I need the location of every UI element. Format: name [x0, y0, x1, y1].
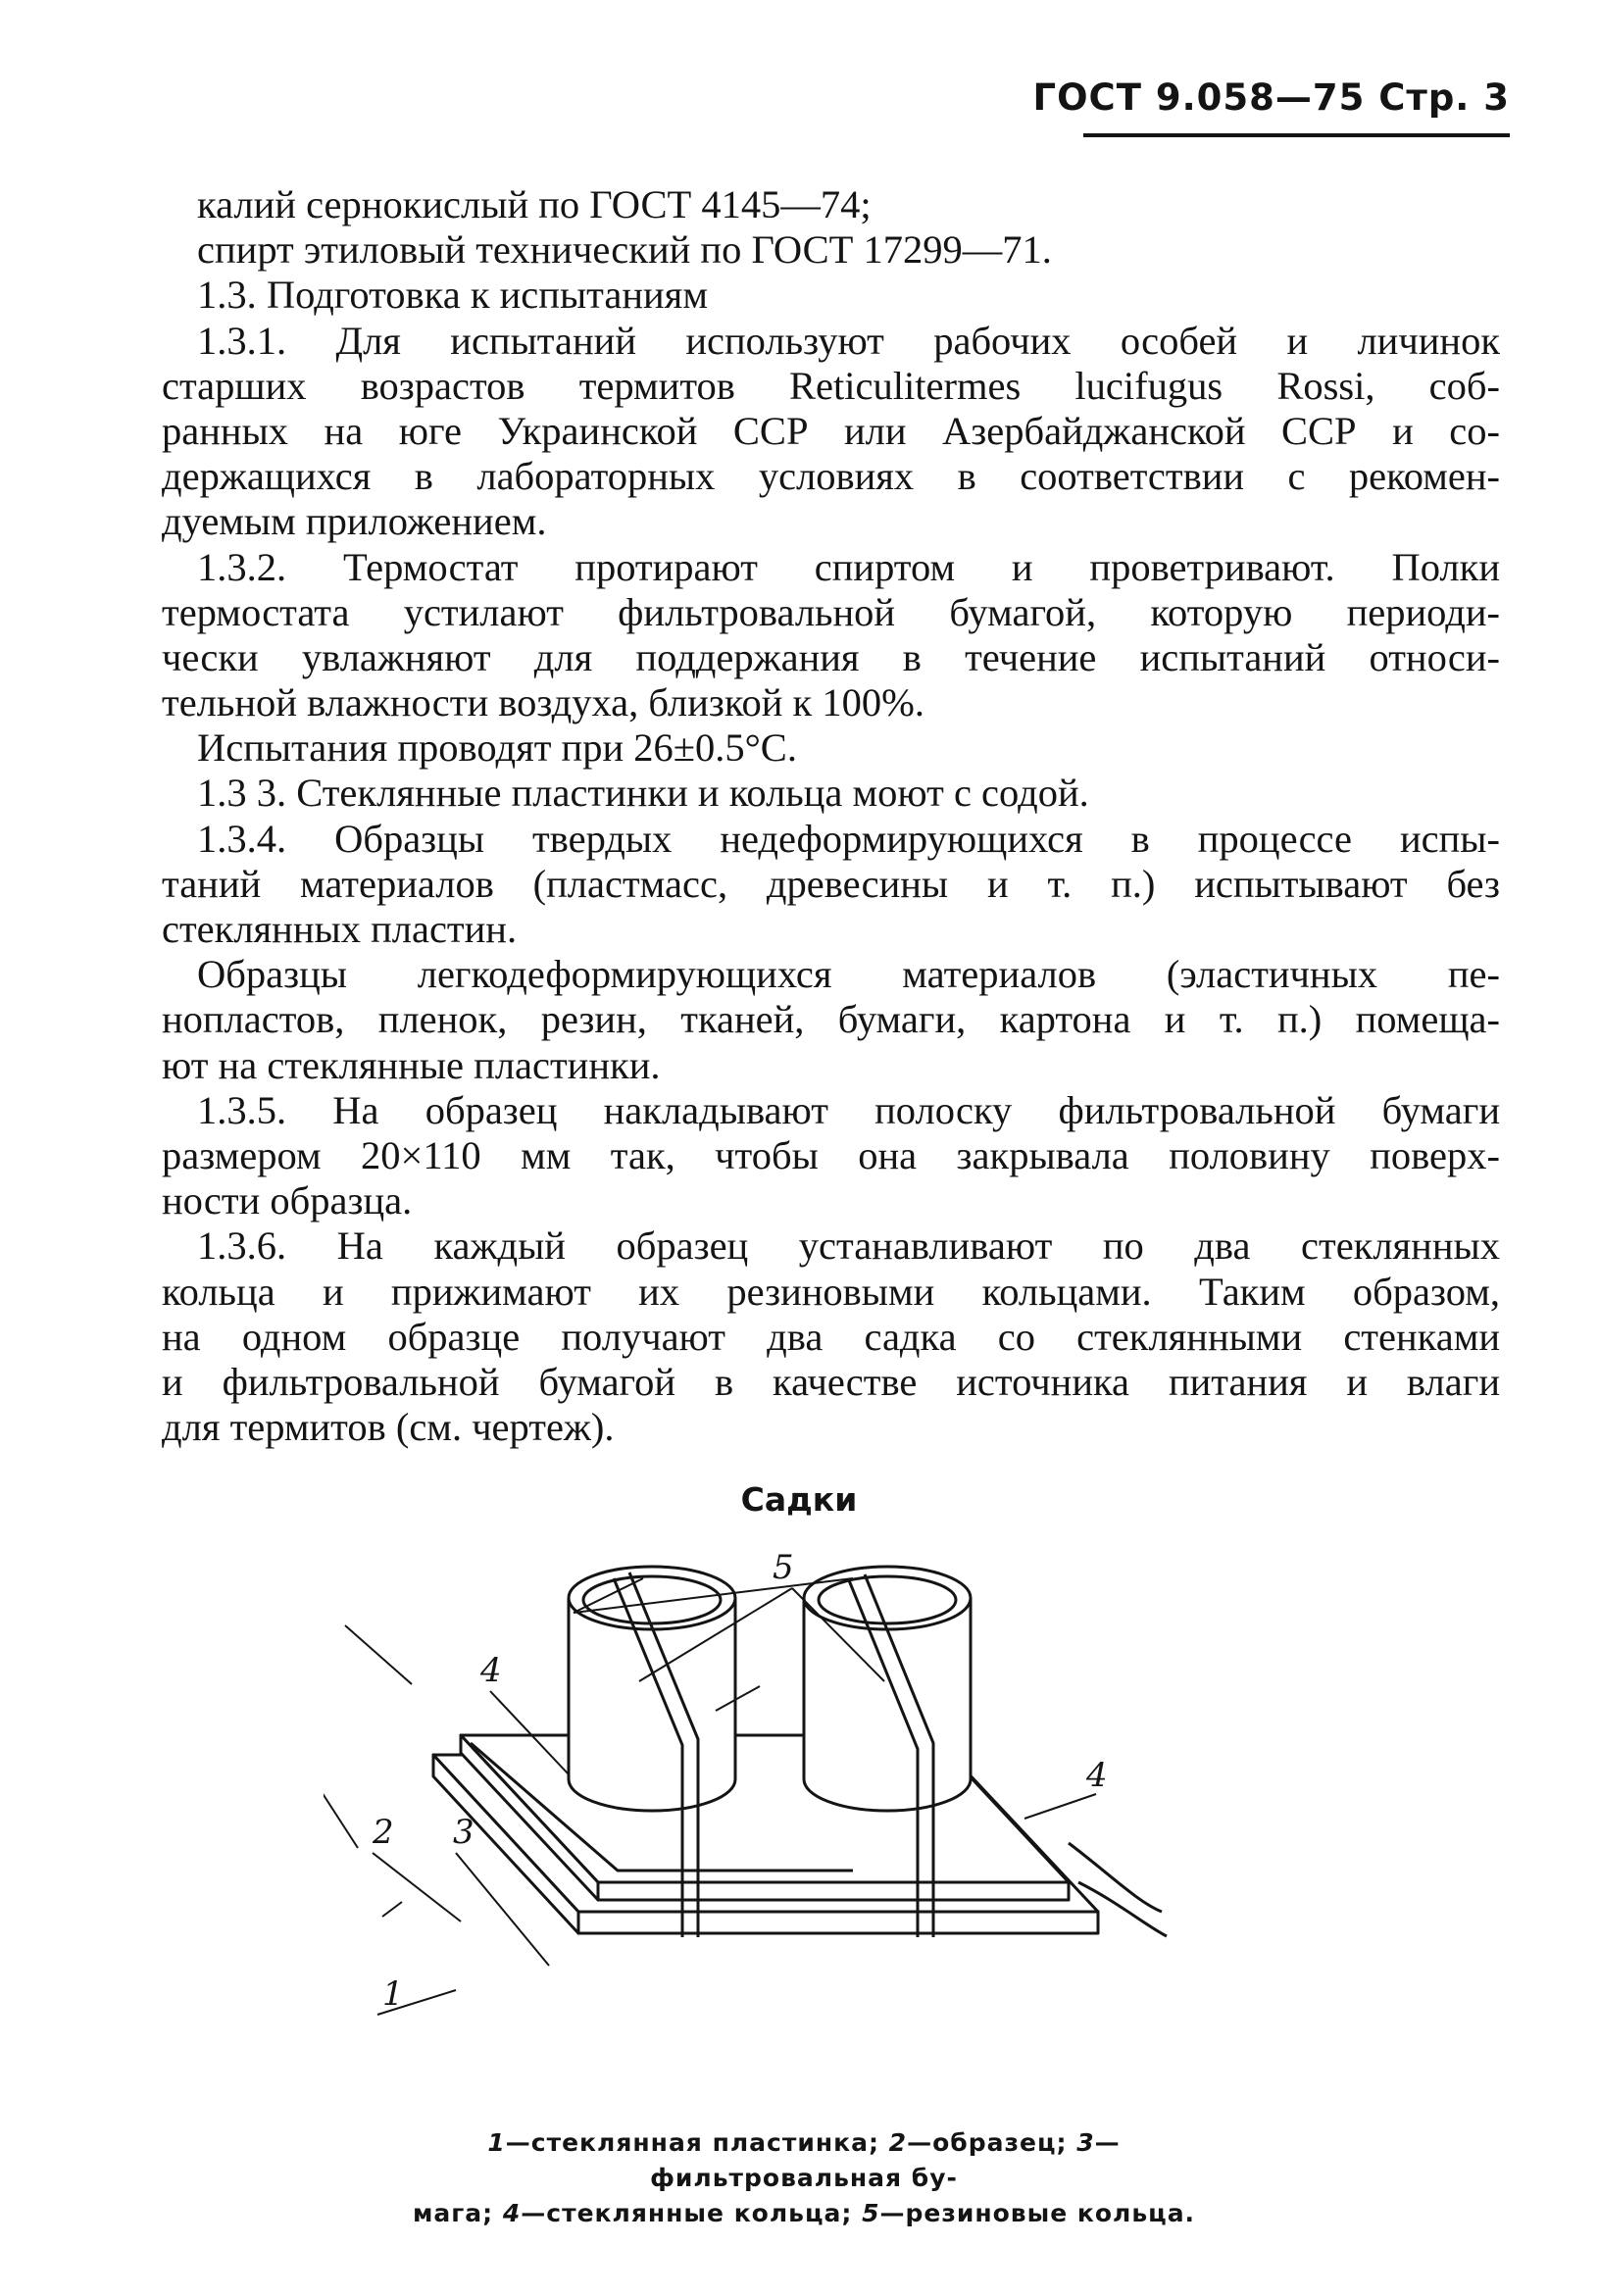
text-line: 1.3. Подготовка к испытаниям [197, 273, 708, 318]
text-line: калий сернокислый по ГОСТ 4145—74; [197, 182, 872, 226]
legend-text: —образец; [907, 2128, 1077, 2157]
text-line: термостата устилают фильтровальной бумагой, которую периоди- [162, 589, 1500, 634]
text-line: 1.3.2. Термостат протирают спиртом и проветривают. Полки [197, 544, 1500, 589]
legend-number: 4 [502, 2199, 522, 2227]
text-line: и фильтровальной бумагой в качестве источника питания и влаги [162, 1359, 1500, 1404]
label-4-right: 4 [1086, 1756, 1108, 1795]
legend-text: мага; [412, 2199, 503, 2227]
leader-5-left [639, 1588, 792, 1681]
figure-legend [363, 2125, 1245, 2231]
text-line: нопластов, пленок, резин, тканей, бумаги, картона и т. п.) помеща- [162, 997, 1500, 1042]
leader-3l [456, 1853, 549, 1966]
legend-number: 3 [1076, 2128, 1095, 2157]
text-line: для термитов (см. чертеж). [162, 1405, 615, 1450]
leader-4l [490, 1691, 569, 1774]
text-line: ности образца. [162, 1178, 413, 1223]
text-line: Испытания проводят при 26±0.5°С. [197, 725, 797, 771]
legend-text: —стеклянные кольца; [521, 2199, 863, 2227]
text-line: 1.3.5. На образец накладывают полоску фильтровальной бумаги [197, 1087, 1500, 1132]
legend-text: —фильтровальная бу- [650, 2128, 1121, 2192]
text-line: ют на стеклянные пластинки. [162, 1042, 661, 1087]
text-line: дуемым приложением. [162, 499, 547, 544]
label-4-left: 4 [480, 1651, 502, 1690]
leader-2l [373, 1853, 461, 1922]
label-1: 1 [382, 1974, 404, 2014]
text-line: 1.3.4. Образцы твердых недеформирующихся в процессе испы- [197, 816, 1500, 861]
leader-4r [1024, 1794, 1096, 1819]
text-line: ранных на юге Украинской ССР или Азербайджанской ССР и со- [162, 408, 1500, 453]
legend-text: —стеклянная пластинка; [505, 2128, 889, 2157]
text-line: 1.3 3. Стеклянные пластинки и кольца моют с содой. [197, 771, 1089, 816]
stray-mark [382, 1902, 402, 1917]
text-line: тельной влажности воздуха, близкой к 100%. [162, 680, 924, 725]
figure-title: Садки [740, 1480, 858, 1519]
leader-5-right [792, 1588, 884, 1681]
text-line: Образцы легкодеформирующихся материалов (эластичных пе- [197, 952, 1500, 997]
legend-line [363, 2196, 1245, 2231]
legend-number: 5 [862, 2199, 880, 2227]
text-line: 1.3.1. Для испытаний используют рабочих особей и личинок [197, 318, 1500, 363]
text-line: кольца и прижимают их резиновыми кольцами. Таким образом, [162, 1269, 1500, 1314]
legend-number: 2 [888, 2128, 908, 2157]
text-line: старших возрастов термитов Reticulitermes lucifugus Rossi, соб- [162, 363, 1500, 408]
label-2: 2 [373, 1813, 394, 1852]
label-5: 5 [773, 1548, 794, 1587]
legend-number: 1 [487, 2128, 506, 2157]
text-line: стеклянных пластин. [162, 907, 518, 951]
text-line: размером 20×110 мм так, чтобы она закрывала половину поверх- [162, 1132, 1500, 1177]
text-line: спирт этиловый технический по ГОСТ 17299—71. [197, 227, 1052, 273]
legend-text: —резиновые кольца. [879, 2199, 1196, 2227]
text-line: 1.3.6. На каждый образец устанавливают по два стеклянных [197, 1223, 1500, 1269]
text-line: таний материалов (пластмасс, древесины и т. п.) испытывают без [162, 861, 1500, 906]
text-line: держащихся в лабораторных условиях в соответствии с рекомен- [162, 454, 1500, 499]
label-3: 3 [453, 1813, 474, 1852]
text-line: чески увлажняют для поддержания в течение испытаний относи- [162, 634, 1500, 679]
page-header: ГОСТ 9.058—75 Стр. 3 [1032, 76, 1510, 119]
text-line: на одном образце получают два садка со стеклянными стенками [162, 1314, 1500, 1359]
legend-line [363, 2125, 1245, 2196]
